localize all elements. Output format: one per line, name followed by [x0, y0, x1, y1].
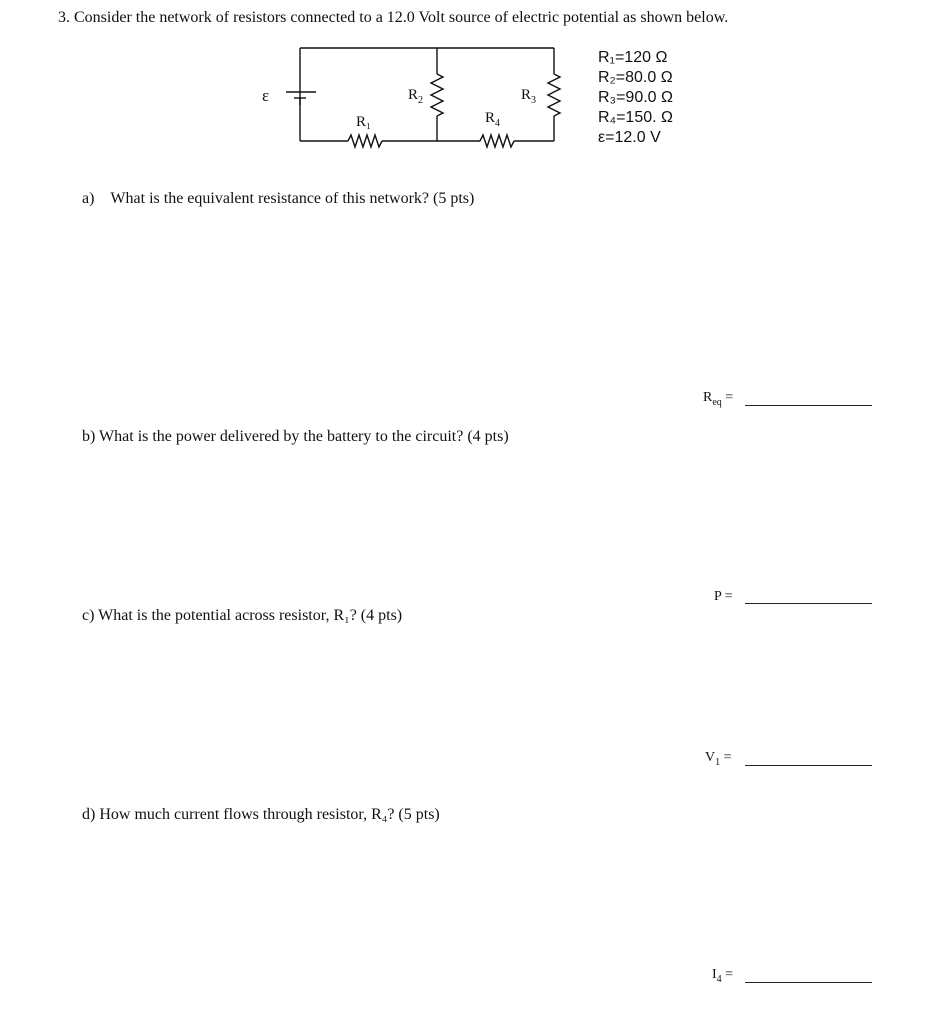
answer-b-blank[interactable]: [745, 602, 872, 604]
resistor-r4: [480, 135, 514, 147]
answer-a-blank[interactable]: [745, 404, 872, 406]
answer-d-blank[interactable]: [745, 981, 872, 983]
r2-label: R: [408, 87, 419, 103]
answer-d-equals: =: [721, 967, 734, 982]
answer-c-subscript: 1: [715, 756, 721, 768]
problem-statement: 3. Consider the network of resistors connected to a 12.0 Volt source of electric potential as shown below.: [58, 9, 729, 26]
answer-a-equals: =: [721, 390, 734, 405]
given-r1: R₁=120 Ω: [598, 49, 668, 66]
given-values: [598, 48, 673, 148]
r3-subscript: 3: [531, 95, 536, 106]
given-r2: R₂=80.0 Ω: [598, 69, 673, 86]
r3-label: R: [521, 87, 532, 103]
question-b: b) What is the power delivered by the battery to the circuit? (4 pts): [82, 428, 509, 445]
answer-a-symbol: R: [703, 390, 713, 405]
answer-c-symbol: V: [705, 750, 716, 765]
answer-d-subscript: 4: [716, 973, 722, 985]
emf-symbol: ε: [262, 86, 270, 105]
answer-c-equals: =: [720, 750, 732, 765]
given-emf: ε=12.0 V: [598, 129, 661, 146]
answer-a-subscript: eq: [712, 396, 722, 408]
circuit-diagram: [250, 40, 570, 160]
answer-c-blank[interactable]: [745, 764, 872, 766]
answer-d-symbol: I: [712, 967, 717, 982]
question-d: d) How much current flows through resistor, R₄? (5 pts): [82, 806, 440, 823]
r4-label: R: [485, 110, 496, 126]
resistor-r2: [431, 74, 443, 116]
resistor-r1: [348, 135, 382, 147]
answer-d-label: [712, 967, 733, 985]
r4-subscript: 4: [495, 118, 500, 129]
resistor-r3: [548, 74, 560, 116]
r1-label: R₁: [356, 114, 372, 130]
answer-a-label: [703, 390, 733, 408]
given-r4: R₄=150. Ω: [598, 109, 673, 126]
question-c: c) What is the potential across resistor, R₁? (4 pts): [82, 607, 403, 624]
question-a: a) What is the equivalent resistance of this network? (5 pts): [82, 190, 475, 207]
given-r3: R₃=90.0 Ω: [598, 89, 673, 106]
answer-b-label: P =: [714, 589, 733, 604]
answer-c-label: [705, 750, 732, 768]
r2-subscript: 2: [418, 95, 423, 106]
